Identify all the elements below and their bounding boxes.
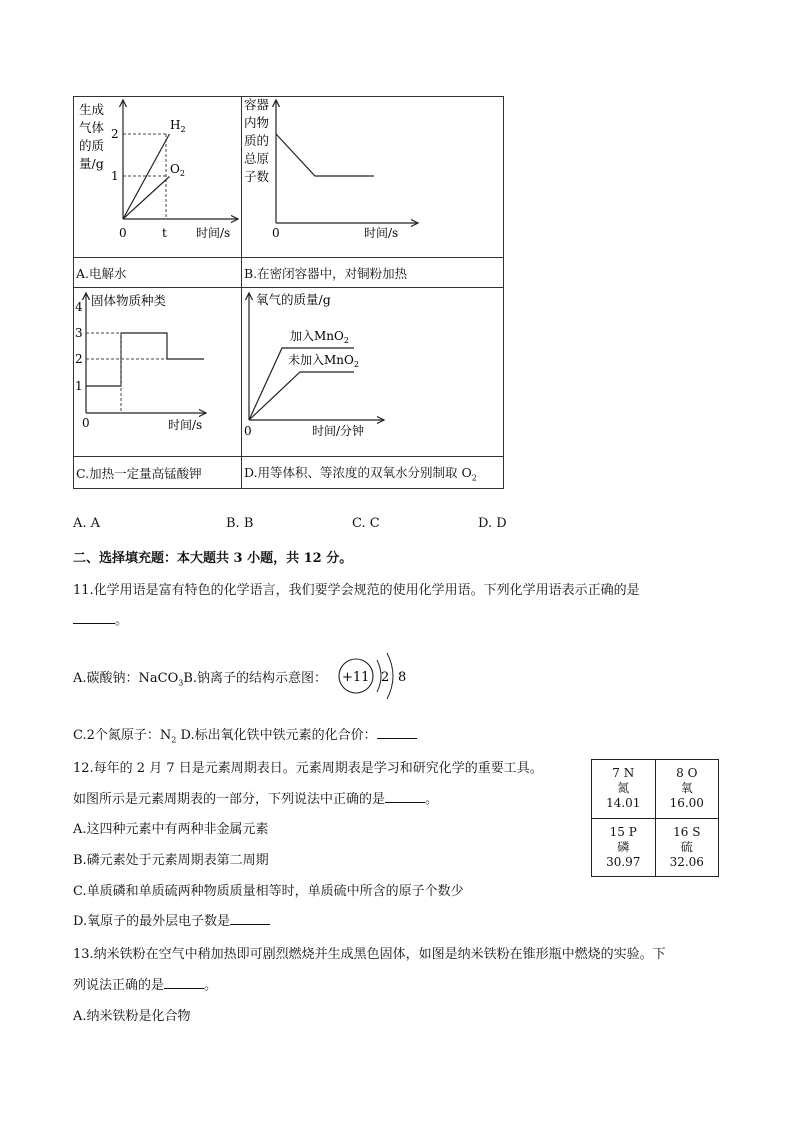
choice-d: D. D [478,516,507,531]
chart-a-xtick-t: t [162,226,167,240]
q11-option-c-d: C.2个氮原子：$N_2$ D.标出氧化铁中铁元素的化合价： [73,724,417,745]
q12-option-c: C.单质磷和单质硫两种物质质量相等时，单质硫中所含的原子个数少 [73,884,464,899]
chart-b-line [276,134,374,176]
chart-b-ylabel-3: 质的 [244,133,270,148]
chart-a-ylabel-2: 气体 [79,120,105,135]
q13-blank[interactable] [164,987,204,989]
sodium-ion-diagram [336,650,416,702]
chart-c-cell [74,288,242,457]
chart-c-ytick-4: 4 [75,300,83,314]
chart-a-ytick-2: 2 [111,127,119,141]
element-s: 16 S 硫 32.06 [655,818,719,877]
chart-d-cell [242,288,504,457]
chart-a-series-h2: $H_2$ [170,118,186,134]
q11-stem: 11.化学用语是富有特色的化学语言，我们要学会规范的使用化学用语。下列化学用语表示正确的是 [73,583,640,598]
chart-b-xlabel: 时间/s [364,226,399,240]
chart-b [242,97,504,253]
chart-c-ytick-3: 3 [75,326,83,340]
chart-b-ylabel-5: 子数 [244,169,270,184]
chart-d-origin: 0 [244,424,252,438]
q13-stem-1: 13.纳米铁粉在空气中稍加热即可剧烈燃烧并生成黑色固体，如图是纳米铁粉在锥形瓶中燃烧的实验。下 [73,947,666,962]
chart-a-xlabel: 时间/s [196,226,231,240]
chart-d-caption: D.用等体积、等浓度的双氧水分别制取 $O_2$ [242,457,504,489]
q11-d-blank[interactable] [377,737,417,739]
q12-blank[interactable] [385,801,425,803]
choice-a: A. A [73,516,101,531]
chart-b-ylabel-1: 容器 [244,97,270,112]
q11-blank[interactable] [73,622,115,624]
chart-b-ylabel-2: 内物 [244,115,270,130]
chart-a-ytick-1: 1 [111,169,119,183]
choice-b: B. B [226,516,254,531]
q13-stem-2: 列说法正确的是 。 [73,978,218,993]
chart-d-line-no-mno2 [249,372,354,420]
chart-d-ylabel: 氧气的质量/g [256,292,331,307]
q11-answer-line: 。 [73,609,128,628]
chart-d [242,288,504,452]
q12-option-a: A.这四种元素中有两种非金属元素 [73,822,269,837]
section-title: 二、选择填充题：本大题共 3 小题，共 12 分。 [73,551,353,566]
chart-a [74,97,242,253]
chart-a-ylabel-4: 量/g [79,156,104,171]
shell-2-electrons: 8 [398,670,407,685]
chart-d-series-mno2: 加入MnO$_2$ [290,329,349,345]
chart-a-series-o2: $O_2$ [170,162,185,178]
q12-option-d: D.氧原子的最外层电子数是 [73,910,270,929]
element-n: 7 N 氮 14.01 [592,760,656,819]
chart-c-ylabel: 固体物质种类 [91,293,167,308]
q12-option-b: B.磷元素处于元素周期表第二周期 [73,853,269,868]
chart-c-xlabel: 时间/s [168,418,203,432]
q13-option-a: A.纳米铁粉是化合物 [73,1009,191,1024]
chart-b-cell [242,97,504,258]
chart-a-cell [74,97,242,258]
element-p: 15 P 磷 30.97 [592,818,656,877]
chart-a-ylabel-3: 的质 [79,138,105,153]
chart-d-xlabel: 时间/分钟 [312,424,365,438]
chart-c [74,288,242,452]
periodic-table-fragment [591,759,719,877]
chart-c-caption: C.加热一定量高锰酸钾 [74,457,242,489]
chart-a-caption: A.电解水 [74,258,242,288]
q11-option-a: A.碳酸钠：NaCO$_3$B.钠离子的结构示意图： [73,671,328,688]
chart-a-ylabel-1: 生成 [79,102,105,117]
chart-b-ylabel-4: 总原 [244,151,270,166]
chart-c-origin: 0 [82,416,90,430]
q11-option-b-label: B.钠离子的结构示意图： [183,671,328,686]
chart-a-origin: 0 [119,226,127,240]
element-o: 8 O 氧 16.00 [655,760,719,819]
q12-stem-1: 12.每年的 2 月 7 日是元素周期表日。元素周期表是学习和研究化学的重要工具。 [73,761,543,776]
nucleus-charge: +11 [342,670,370,685]
chart-a-line-o2 [123,177,169,220]
chart-d-series-no-mno2: 未加入MnO$_2$ [288,353,359,369]
q12-stem-2: 如图所示是元素周期表的一部分，下列说法中正确的是 。 [73,792,439,807]
shell-1-electrons: 2 [381,670,390,685]
choice-c: C. C [352,516,380,531]
graph-table [73,96,504,489]
chart-c-ytick-2: 2 [75,352,83,366]
chart-c-ytick-1: 1 [75,379,83,393]
chart-b-caption: B.在密闭容器中，对铜粉加热 [242,258,504,288]
chart-b-origin: 0 [272,226,280,240]
q12-d-blank[interactable] [230,923,270,925]
